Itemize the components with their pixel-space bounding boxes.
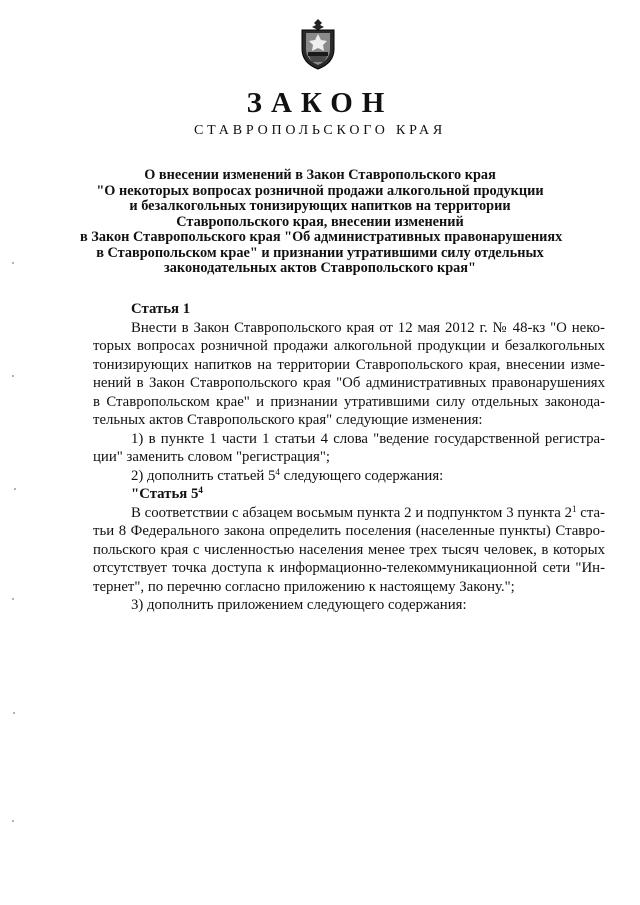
new-article-title — [93, 485, 605, 504]
article-body — [93, 300, 605, 615]
heading-line: Ставропольского края, внесении изменений — [176, 213, 464, 230]
heading-line: "О некоторых вопросах розничной продажи алкогольной продукции — [96, 182, 544, 199]
new-article-line: отсутствует точка доступа к информационно-телекоммуникационной сети "Ин- — [93, 560, 605, 576]
law-region: СТАВРОПОЛЬСКОГО КРАЯ — [194, 123, 446, 138]
item-1-line: 1) в пункте 1 части 1 статьи 4 слова "ведение государственной регистра- — [131, 430, 605, 447]
heading-line: и безалкогольных тонизирующих напитков на территории — [129, 198, 511, 214]
new-article-line: тернет", по перечню согласно приложению к настоящему Закону."; — [93, 578, 515, 595]
new-article-line — [93, 504, 605, 523]
heading-line: в Ставропольском крае" и признании утратившими силу отдельных — [96, 244, 544, 261]
item-2 — [93, 467, 605, 486]
item-2-text: следующего содержания: — [279, 467, 444, 484]
item-1-line: ции" заменить словом "регистрация"; — [93, 449, 330, 465]
paragraph-line: тельных актов Ставропольского края" следующие изменения: — [93, 412, 483, 428]
paragraph-line: тонизирующих напитков на территории Ставропольского края, внесении изме- — [93, 356, 605, 373]
law-title: ЗАКОН — [246, 87, 394, 119]
paragraph-line: Внести в Закон Ставропольского края от 12 мая 2012 г. № 48-кз "О неко- — [131, 319, 605, 336]
paragraph-line: нений в Закон Ставропольского края "Об административных правонарушениях — [93, 375, 605, 391]
new-article-text: В соответствии с абзацем восьмым пункта 2 и подпунктом 3 пункта 2 — [131, 504, 572, 521]
paragraph-line: в Ставропольском крае" и признании утратившими силу отдельных законода- — [93, 393, 605, 410]
superscript: 4 — [275, 466, 280, 477]
superscript: 4 — [198, 485, 203, 495]
superscript: 1 — [572, 503, 577, 514]
law-heading — [80, 167, 563, 277]
item-2-text: 2) дополнить статьей 5 — [131, 467, 276, 484]
heading-line: О внесении изменений в Закон Ставропольского края — [144, 167, 496, 183]
article-title: Статья 1 — [131, 301, 191, 317]
new-article-text: ста- — [576, 504, 605, 521]
heading-line: законодательных актов Ставропольского края" — [164, 260, 476, 276]
item-3: 3) дополнить приложением следующего содержания: — [131, 597, 467, 613]
coat-of-arms-icon — [297, 18, 339, 70]
heading-line: в Закон Ставропольского края "Об административных правонарушениях — [80, 229, 563, 245]
new-article-title-text: "Статья 5 — [131, 486, 199, 502]
new-article-line: тьи 8 Федерального закона определить поселения (населенные пункты) Ставро- — [93, 523, 605, 539]
new-article-line: польского края с численностью населения менее трех тысяч человек, в которых — [93, 541, 605, 558]
paragraph-line: торых вопросах розничной продажи алкогольной продукции и безалкогольных — [93, 338, 605, 354]
